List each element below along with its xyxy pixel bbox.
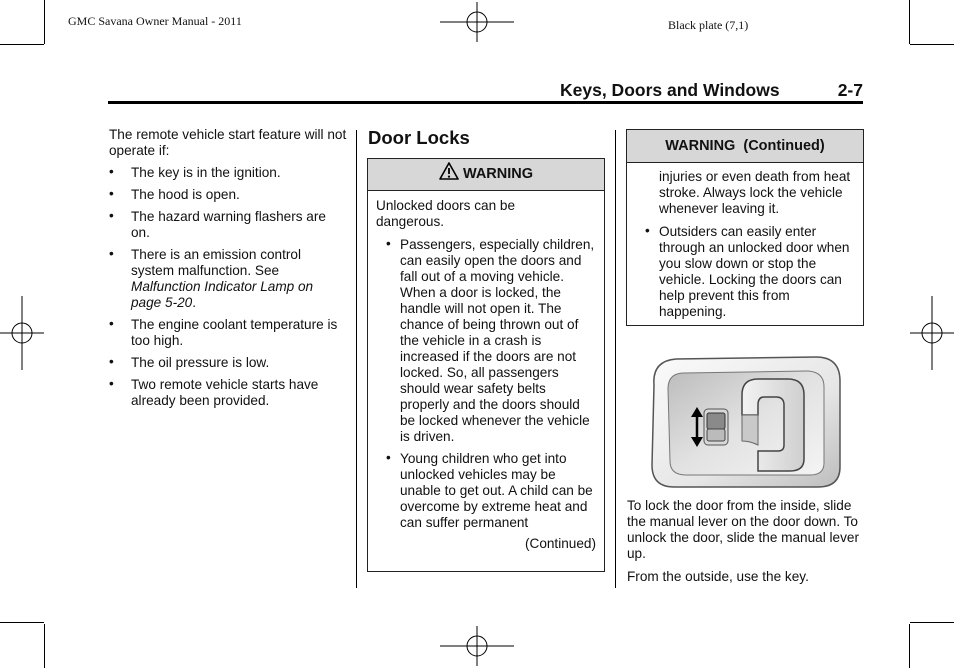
warning-body — [368, 191, 604, 552]
column-1 — [109, 127, 347, 409]
bullet: • — [109, 186, 114, 201]
crop-mark — [44, 624, 45, 668]
crop-mark — [0, 622, 44, 623]
registration-mark-icon — [440, 2, 514, 42]
lock-instructions: To lock the door from the inside, slide the manual lever on the door down. To unlock the door, slide the manual lever up. — [627, 498, 859, 561]
list-item: • The oil pressure is low. — [109, 354, 270, 370]
list-item: • Passengers, especially children, can easily open the doors and fall out of a moving vehicle. When a door is locked, the handle will not open it. The chance of being thrown out of the vehicle in a crash is increased if the doors are not locked. So, all passengers should wear safety belts properly and the doors should be locked whenever the vehicle is driven. — [386, 236, 595, 444]
cross-reference-link[interactable]: Malfunction Indicator Lamp on page 5-20 — [131, 279, 314, 310]
intro-paragraph: The remote vehicle start feature will not operate if: — [109, 127, 347, 158]
warning-list — [376, 237, 596, 531]
list-item: • Two remote vehicle starts have already been provided. — [109, 376, 319, 408]
list-item: • The engine coolant temperature is too high. — [109, 316, 338, 348]
list-item: • There is an emission control system malfunction. See Malfunction Indicator Lamp on page 5-20. — [109, 246, 314, 310]
list-item: • The key is in the ignition. — [109, 164, 281, 180]
header-rule — [108, 101, 863, 104]
bullet: • — [109, 354, 114, 369]
list-item: • Young children who get into unlocked vehicles may be unable to get out. A child can be overcome by extreme heat and can suffer permanent — [386, 450, 593, 530]
bullet: • — [109, 208, 114, 223]
crop-mark — [44, 0, 45, 44]
crop-mark — [909, 624, 910, 668]
bullet: • — [109, 246, 114, 261]
print-header-right: Black plate (7,1) — [668, 18, 749, 32]
warning-continued-lead: injuries or even death from heat stroke. Always lock the vehicle whenever leaving it. — [659, 169, 851, 216]
bullet: • — [386, 236, 391, 251]
warning-box — [367, 158, 605, 572]
section-title: Keys, Doors and Windows — [560, 80, 780, 100]
warning-title: WARNING — [462, 166, 534, 182]
print-header-left: GMC Savana Owner Manual - 2011 — [68, 14, 242, 28]
bullet: • — [109, 316, 114, 331]
outside-instructions: From the outside, use the key. — [627, 569, 809, 584]
column-divider — [615, 130, 616, 588]
column-3-text — [627, 498, 859, 585]
list-item: • The hazard warning flashers are on. — [109, 208, 326, 240]
bullet: • — [386, 450, 391, 465]
continued-note: (Continued) — [524, 536, 596, 551]
door-handle-lock-lever-illustration — [646, 355, 844, 491]
condition-list — [109, 165, 347, 409]
section-heading: Door Locks — [368, 127, 470, 148]
warning-continued-box — [626, 129, 864, 326]
registration-mark-icon — [440, 626, 514, 666]
warning-continued-list — [635, 224, 855, 320]
column-divider — [356, 130, 357, 588]
registration-mark-icon — [910, 296, 954, 370]
crop-mark — [909, 0, 910, 44]
warning-intro: Unlocked doors can be dangerous. — [376, 198, 516, 229]
warning-continued-body — [627, 163, 863, 320]
crop-mark — [910, 622, 954, 623]
crop-mark — [910, 44, 954, 45]
warning-continued-header: WARNING (Continued) — [627, 130, 863, 163]
page-number: 2-7 — [837, 80, 863, 100]
list-item: • Outsiders can easily enter through an unlocked door when you slow down or stop the vehicle. Locking the doors can help prevent this from happening. — [645, 223, 850, 319]
crop-mark — [0, 44, 44, 45]
warning-header — [368, 159, 604, 191]
warning-triangle-icon — [439, 162, 459, 180]
list-item: • The hood is open. — [109, 186, 240, 202]
registration-mark-icon — [0, 296, 44, 370]
bullet: • — [109, 164, 114, 179]
running-head — [560, 80, 863, 101]
bullet: • — [645, 223, 650, 238]
bullet: • — [109, 376, 114, 391]
